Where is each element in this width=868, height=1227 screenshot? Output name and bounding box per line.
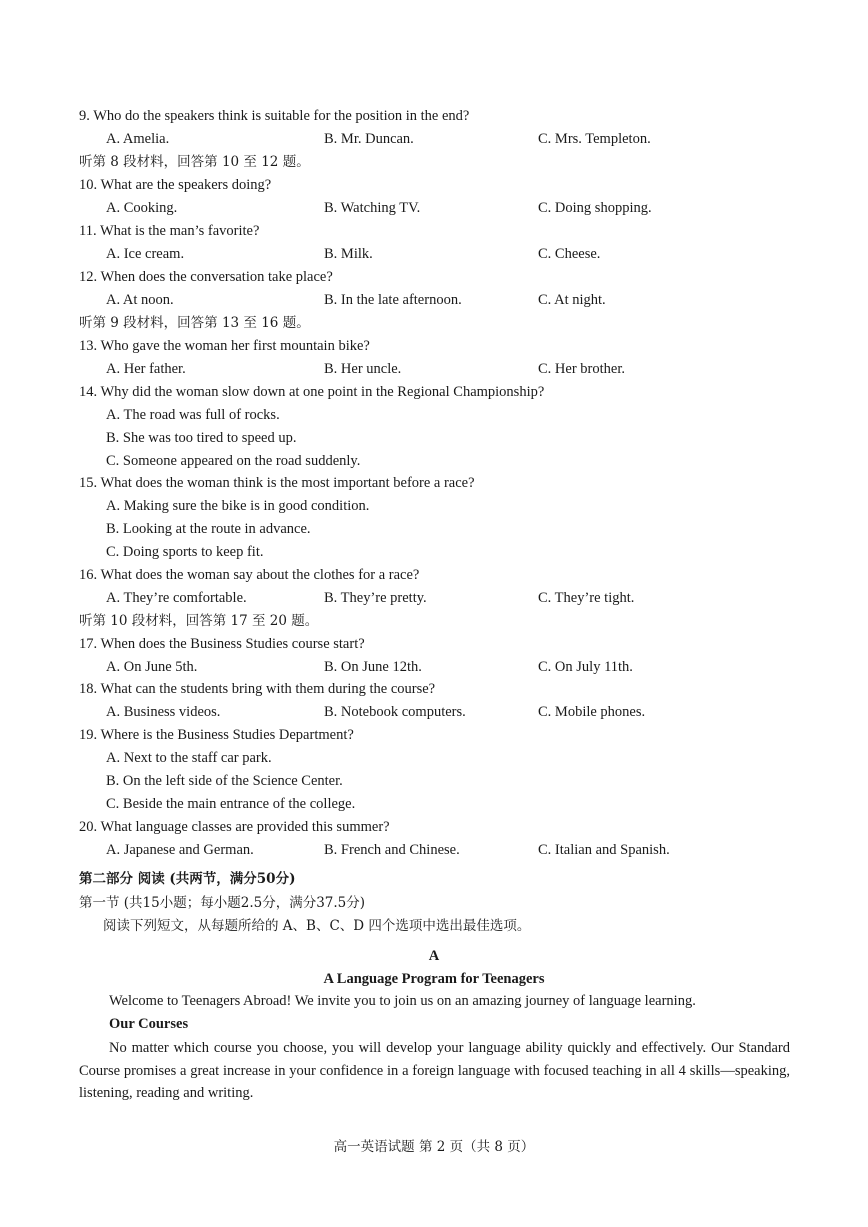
question-17-option-b: B. On June 12th. <box>324 659 422 675</box>
question-10-option-a: A. Cooking. <box>106 200 178 216</box>
question-10-stem: 10. What are the speakers doing? <box>79 177 272 193</box>
question-15-stem: 15. What does the woman think is the most important before a race? <box>79 475 475 491</box>
question-9-option-c: C. Mrs. Templeton. <box>538 131 651 147</box>
question-9-stem: 9. Who do the speakers think is suitable for the position in the end? <box>79 108 470 124</box>
passage-paragraph-1: No matter which course you choose, you will develop your language ability quickly and effectively. Our Standard Course promises a great increase in your confidence in a foreign language with focused teaching in all 4 skills—speaking, listening, reading and writing. <box>79 1040 790 1101</box>
question-12-option-c: C. At night. <box>538 292 606 308</box>
question-19-option-a: A. Next to the staff car park. <box>106 750 272 766</box>
question-9-option-a: A. Amelia. <box>106 131 170 147</box>
question-12-stem: 12. When does the conversation take place? <box>79 269 333 285</box>
question-12-option-a: A. At noon. <box>106 292 174 308</box>
question-18-stem: 18. What can the students bring with them during the course? <box>79 681 436 697</box>
passage-title: A Language Program for Teenagers <box>323 971 545 987</box>
question-16-option-a: A. They’re comfortable. <box>106 590 247 606</box>
question-20-option-a: A. Japanese and German. <box>106 842 254 858</box>
question-13-option-a: A. Her father. <box>106 361 186 377</box>
question-13-stem: 13. Who gave the woman her first mountain bike? <box>79 338 370 354</box>
part-2-title: 第二部分 阅读 (共两节，满分50分) <box>79 871 296 887</box>
question-16-option-b: B. They’re pretty. <box>324 590 427 606</box>
question-10-option-c: C. Doing shopping. <box>538 200 652 216</box>
section-9-instruction: 听第 9 段材料，回答第 13 至 16 题。 <box>79 315 310 331</box>
question-18-option-b: B. Notebook computers. <box>324 704 466 720</box>
reading-instruction: 阅读下列短文，从每题所给的 A、B、C、D 四个选项中选出最佳选项。 <box>103 918 531 934</box>
section-8-instruction: 听第 8 段材料，回答第 10 至 12 题。 <box>79 154 310 170</box>
question-9-option-b: B. Mr. Duncan. <box>324 131 414 147</box>
question-11-option-a: A. Ice cream. <box>106 246 185 262</box>
question-20-stem: 20. What language classes are provided this summer? <box>79 819 390 835</box>
question-11-stem: 11. What is the man’s favorite? <box>79 223 260 239</box>
question-14-option-b: B. She was too tired to speed up. <box>106 430 297 446</box>
section-1-title: 第一节 (共15小题；每小题2.5分，满分37.5分) <box>79 895 366 911</box>
question-14-option-a: A. The road was full of rocks. <box>106 407 280 423</box>
question-14-stem: 14. Why did the woman slow down at one point in the Regional Championship? <box>79 384 545 400</box>
our-courses-heading: Our Courses <box>109 1016 189 1032</box>
passage-letter: A <box>428 948 440 964</box>
question-16-option-c: C. They’re tight. <box>538 590 635 606</box>
question-11-option-c: C. Cheese. <box>538 246 601 262</box>
question-16-stem: 16. What does the woman say about the clothes for a race? <box>79 567 420 583</box>
question-17-stem: 17. When does the Business Studies course start? <box>79 636 365 652</box>
passage-welcome: Welcome to Teenagers Abroad! We invite you to join us on an amazing journey of language learning. <box>109 993 696 1009</box>
question-13-option-b: B. Her uncle. <box>324 361 402 377</box>
question-20-option-c: C. Italian and Spanish. <box>538 842 670 858</box>
question-11-option-b: B. Milk. <box>324 246 373 262</box>
question-10-option-b: B. Watching TV. <box>324 200 421 216</box>
question-13-option-c: C. Her brother. <box>538 361 625 377</box>
question-14-option-c: C. Someone appeared on the road suddenly. <box>106 453 361 469</box>
question-17-option-c: C. On July 11th. <box>538 659 633 675</box>
section-10-instruction: 听第 10 段材料，回答第 17 至 20 题。 <box>79 613 319 629</box>
question-19-option-c: C. Beside the main entrance of the college. <box>106 796 356 812</box>
question-15-option-b: B. Looking at the route in advance. <box>106 521 311 537</box>
question-20-option-b: B. French and Chinese. <box>324 842 460 858</box>
question-19-stem: 19. Where is the Business Studies Department? <box>79 727 354 743</box>
question-19-option-b: B. On the left side of the Science Center. <box>106 773 343 789</box>
question-18-option-c: C. Mobile phones. <box>538 704 646 720</box>
question-17-option-a: A. On June 5th. <box>106 659 198 675</box>
question-12-option-b: B. In the late afternoon. <box>324 292 462 308</box>
question-15-option-a: A. Making sure the bike is in good condition. <box>106 498 370 514</box>
question-15-option-c: C. Doing sports to keep fit. <box>106 544 264 560</box>
page-footer: 高一英语试题 第 2 页（共 8 页） <box>333 1139 535 1155</box>
question-18-option-a: A. Business videos. <box>106 704 221 720</box>
